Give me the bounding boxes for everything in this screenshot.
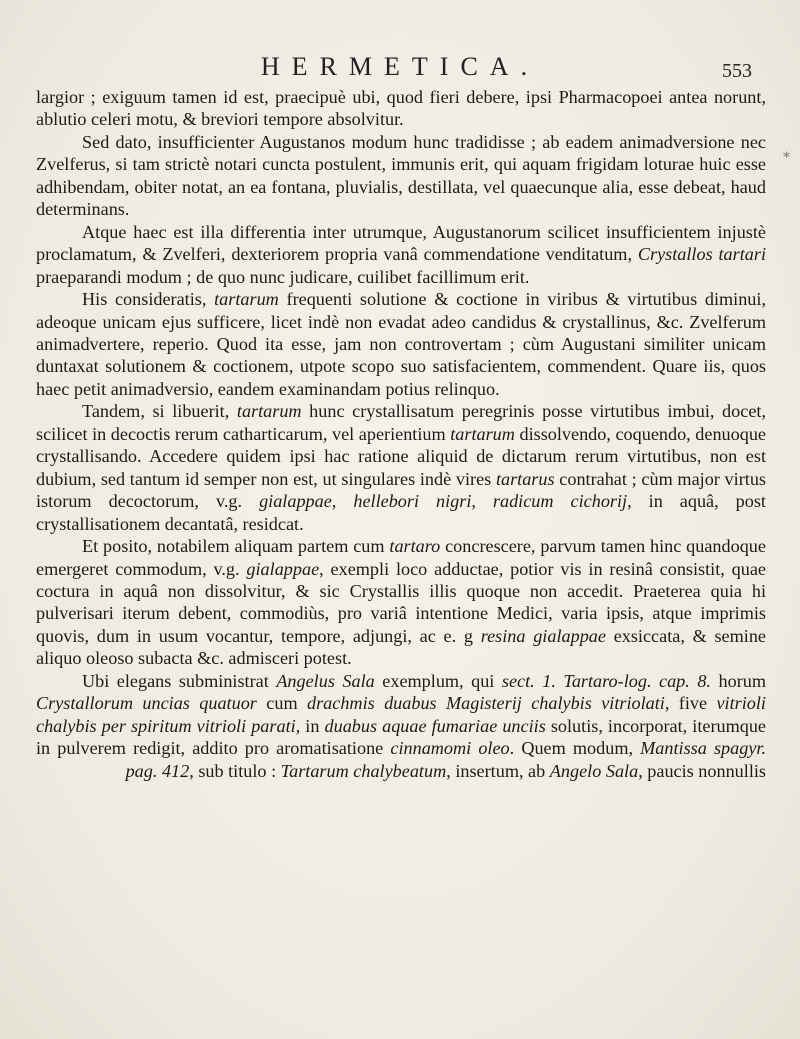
text-segment: dissolvendo, coquendo, denuoque crystallisando. Accedere quidem ipsi hac ratione aliquid de dictarum rerum virtutibus, non est dubium, sed tantum id semper non est, ut singulares indè vires: [36, 423, 766, 489]
italic-text-segment: Angelus Sala: [276, 670, 375, 691]
text-segment: Et posito, notabilem aliquam partem cum: [82, 536, 390, 557]
text-segment: His consideratis,: [82, 289, 215, 310]
italic-text-segment: Crystallorum uncias quatuor: [36, 693, 257, 714]
page-number: 553: [722, 60, 752, 82]
text-segment: concrescere, parvum tamen hinc quandoque emergeret commodum, v.g.: [36, 536, 766, 579]
text-segment: , insertum, ab: [446, 760, 550, 781]
italic-text-segment: Mantissa spagyr. pag. 412: [125, 738, 766, 781]
paragraph-p1: [36, 86, 766, 131]
text-segment: Tandem, si libuerit,: [82, 401, 237, 422]
italic-text-segment: Tartarum chalybeatum: [280, 760, 447, 781]
italic-text-segment: gialappae: [246, 558, 320, 579]
body-text: [36, 86, 766, 782]
text-segment: , five: [664, 693, 717, 714]
margin-mark: *: [783, 150, 790, 166]
paragraph-p6: [36, 535, 766, 670]
text-segment: cum: [256, 693, 307, 714]
italic-text-segment: tartarum: [236, 401, 302, 422]
text-segment: Atque haec est illa differentia inter utrumque, Augustanorum scilicet insufficientem injustè proclamatum, & Zvelferi, dexteriorem propria vanâ commendatione venditatum,: [36, 221, 766, 265]
text-segment: frequenti solutione & coctione in viribus & virtutibus diminui, adeoque unicam ejus sufficere, licet indè non evadat adeo candidus & crystallinus, &c. Zvelferum animadvertere, reperio. Quod ita esse, jam non controvertam ; cùm Augustani similiter unicam duntaxat solutionem & coctionem, utpote scopo suo satisfacientem, commendent. Quare iis, quos haec petit animadversio, eandem examinandam potius relinquo.: [36, 289, 766, 399]
italic-text-segment: resina gialappae: [480, 625, 606, 646]
text-segment: , exempli loco adductae, potior vis in resinâ consistit, quae coctura in aquâ non dissolvitur, & sic Crystallis illis quoque non accedit. Praeterea quia hi pulverisari iterum debent, commodiùs, pro variâ intentione Medici, varia ipsis, atque imprimis quovis, dum in usum vocantur, tempore, adjungi, ac e. g: [36, 558, 766, 646]
italic-text-segment: Crystallos tartari: [637, 244, 766, 265]
text-segment: solutis, incorporat, iterumque in pulverem redigit, addito pro aromatisatione: [36, 715, 767, 759]
text-segment: exemplum, qui: [374, 670, 502, 691]
italic-text-segment: vitrioli chalybis per spiritum vitrioli parati: [36, 693, 766, 736]
running-title: HERMETICA.: [260, 52, 540, 81]
italic-text-segment: drachmis duabus Magisterij chalybis vitriolati: [307, 693, 665, 714]
text-segment: , sub titulo :: [189, 760, 281, 781]
text-segment: contrahat ; cùm major virtus istorum decoctorum, v.g.: [36, 468, 766, 512]
italic-text-segment: tartaro: [389, 536, 441, 557]
text-segment: horum: [710, 670, 766, 691]
italic-text-segment: tartarum: [214, 289, 279, 310]
text-segment: exsiccata, & semine aliquo oleoso subacta &c. admisceri potest.: [36, 625, 766, 669]
text-segment: , in: [295, 715, 325, 736]
italic-text-segment: tartarum: [450, 423, 515, 444]
text-segment: Sed dato, insufficienter Augustanos modum hunc tradidisse ; ab eadem animadversione nec Zvelferus, si tam strictè notari cuncta postulent, immunis erit, qui aquam frigidam loturae huic esse adhibendam, obiter notat, an ea fontana, pluvialis, destillata, vel quaecunque alia, esse debeat, haud determinans.: [36, 131, 766, 220]
italic-text-segment: Angelo Sala: [549, 760, 639, 781]
paragraph-p5: [36, 400, 766, 535]
paragraph-p4: [36, 288, 766, 400]
italic-text-segment: duabus aquae fumariae unciis: [324, 715, 546, 736]
paragraph-p2: [36, 131, 766, 221]
text-segment: , paucis nonnullis: [638, 760, 766, 781]
italic-text-segment: gialappae, hellebori nigri, radicum cichorij: [259, 491, 628, 512]
italic-text-segment: sect. 1. Tartaro-log. cap. 8.: [501, 670, 711, 691]
paragraph-p3: [36, 221, 766, 288]
text-segment: , in aquâ, post crystallisationem decantatâ, residcat.: [36, 491, 766, 534]
italic-text-segment: cinnamomi oleo: [390, 738, 510, 759]
paragraph-p7: [36, 670, 766, 782]
italic-text-segment: tartarus: [495, 468, 555, 489]
text-segment: hunc crystallisatum peregrinis posse virtutibus imbui, docet, scilicet in decoctis rerum catharticarum, vel aperientium: [36, 401, 766, 444]
text-segment: praeparandi modum ; de quo nunc judicare, cuilibet facillimum erit.: [36, 266, 530, 287]
text-segment: . Quem modum,: [509, 738, 641, 759]
text-segment: Ubi elegans subministrat: [82, 670, 277, 691]
text-segment: largior ; exiguum tamen id est, praecipuè ubi, quod fieri debere, ipsi Pharmacopoei antea norunt, ablutio celeri motu, & breviori tempore absolvitur.: [36, 87, 766, 130]
